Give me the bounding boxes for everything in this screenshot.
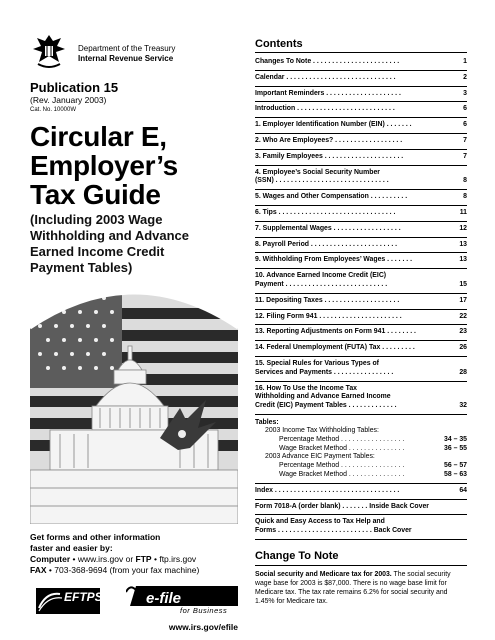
toc-entry-text: 4. Employee’s Social Security Number (SSN) . . . . . . . . . . . . . . . . . . . . . . . . . . . . . . bbox=[255, 168, 389, 185]
computer-label: Computer bbox=[30, 554, 71, 564]
toc-entry-page: 17 bbox=[459, 296, 467, 304]
toc-entry[interactable] bbox=[255, 310, 467, 326]
toc-entry-text: 15. Special Rules for Various Types of Services and Payments . . . . . . . . . . . . . . . . bbox=[255, 359, 394, 376]
toc-entry-text: Quick and Easy Access to Tax Help and Forms . . . . . . . . . . . . . . . . . . . . . . . . . Back Cover bbox=[255, 518, 412, 535]
toc-entry[interactable] bbox=[255, 325, 467, 341]
toc-entry[interactable] bbox=[255, 294, 467, 310]
toc-entry-page: 58 – 63 bbox=[444, 470, 467, 478]
toc-entry-page: 15 bbox=[459, 280, 467, 288]
toc-entry-text: 2. Who Are Employees? . . . . . . . . . . . . . . . . . . bbox=[255, 136, 403, 144]
tables-group-heading bbox=[255, 453, 467, 462]
document-subtitle bbox=[30, 212, 245, 276]
cover-left-column bbox=[30, 32, 238, 632]
toc-entry-text: Wage Bracket Method . . . . . . . . . . . . . . . bbox=[279, 470, 405, 478]
toc-entry[interactable] bbox=[255, 500, 467, 516]
tables-group-label: 2003 Advance EIC Payment Tables: bbox=[265, 453, 375, 461]
toc-entry-page: 2 bbox=[463, 73, 467, 81]
contents-heading: Contents bbox=[255, 38, 467, 53]
toc-entry[interactable] bbox=[255, 166, 467, 191]
toc-entry-page: 56 – 57 bbox=[444, 462, 467, 470]
toc-entry[interactable] bbox=[255, 238, 467, 254]
toc-entry-text: 13. Reporting Adjustments on Form 941 . . . . . . . . bbox=[255, 328, 416, 336]
toc-entry-text: 12. Filing Form 941 . . . . . . . . . . . . . . . . . . . . . . bbox=[255, 312, 402, 320]
or-text: or bbox=[125, 554, 134, 564]
change-to-note-text: The social security wage base for 2003 is $87,000. There is no wage base limit for Medicare tax. The tax rate remains 6.2% for social security and 1.45% for Medicare tax. bbox=[255, 570, 451, 605]
flag-capitol-eagle-illustration bbox=[30, 288, 238, 524]
toc-entry[interactable] bbox=[255, 382, 467, 415]
toc-entry[interactable] bbox=[255, 515, 467, 540]
toc-entry[interactable] bbox=[255, 150, 467, 166]
toc-entry-page: 34 – 35 bbox=[444, 435, 467, 443]
efile-url-link[interactable]: www.irs.gov/efile bbox=[168, 622, 238, 632]
toc-entry-text: 10. Advance Earned Income Credit (EIC) Payment . . . . . . . . . . . . . . . . . . . . . . . . . . . bbox=[255, 272, 388, 288]
toc-entry-page: 8 bbox=[463, 193, 467, 201]
subtitle-line: Payment Tables) bbox=[30, 260, 133, 275]
toc-entry[interactable] bbox=[255, 253, 467, 269]
revision-date: (Rev. January 2003) bbox=[30, 95, 107, 105]
title-line: Employer’s bbox=[30, 150, 178, 181]
toc-entry[interactable] bbox=[255, 87, 467, 103]
toc-entry[interactable] bbox=[255, 222, 467, 238]
toc-entry-page: 26 bbox=[459, 344, 467, 352]
toc-entry-page: 3 bbox=[463, 89, 467, 97]
change-to-note-heading: Change To Note bbox=[255, 550, 467, 566]
tables-heading: Tables: bbox=[255, 418, 279, 426]
toc-entry-text: 5. Wages and Other Compensation . . . . . . . . . . bbox=[255, 193, 408, 201]
get-forms-heading-line: Get forms and other information bbox=[30, 532, 161, 542]
toc-entry[interactable] bbox=[255, 445, 467, 454]
toc-entry-text: 16. How To Use the Income Tax Withholding and Advance Earned Income Credit (EIC) Payment Tables . . . . . . . . . . . . . bbox=[255, 384, 397, 410]
toc-entry-text: 8. Payroll Period . . . . . . . . . . . . . . . . . . . . . . . bbox=[255, 240, 398, 248]
efile-logo-text: e-file bbox=[146, 590, 182, 607]
toc-entry-page: 12 bbox=[459, 224, 467, 232]
toc-entry-text: 6. Tips . . . . . . . . . . . . . . . . . . . . . . . . . . . . . . . bbox=[255, 208, 396, 216]
toc-entry[interactable] bbox=[255, 206, 467, 222]
toc-entry-page: 6 bbox=[463, 121, 467, 129]
toc-entry-text: Important Reminders . . . . . . . . . . . . . . . . . . . . bbox=[255, 89, 401, 97]
toc-entry-text: Wage Bracket Method . . . . . . . . . . . . . . . bbox=[279, 444, 405, 452]
get-forms-online-row bbox=[30, 554, 238, 565]
department-name: Department of the Treasury bbox=[78, 44, 176, 53]
publication-number: Publication 15 bbox=[30, 80, 119, 95]
toc-entry-page: 23 bbox=[459, 328, 467, 336]
toc-entry-text: Calendar . . . . . . . . . . . . . . . . . . . . . . . . . . . . . bbox=[255, 73, 396, 81]
toc-entry-page: 7 bbox=[463, 152, 467, 160]
table-of-contents bbox=[255, 55, 467, 415]
toc-entry-page: 11 bbox=[459, 208, 467, 216]
bullet-icon: • bbox=[72, 554, 76, 564]
toc-entry[interactable] bbox=[255, 462, 467, 471]
irs-eagle-logo-icon bbox=[30, 32, 68, 70]
contents-column bbox=[255, 38, 467, 606]
toc-entry-text: Percentage Method . . . . . . . . . . . . . . . . . bbox=[279, 462, 405, 470]
toc-entry-page: 6 bbox=[463, 105, 467, 113]
catalog-number: Cat. No. 10000W bbox=[30, 107, 77, 113]
toc-entry[interactable] bbox=[255, 71, 467, 87]
title-line: Circular E, bbox=[30, 121, 167, 152]
title-line: Tax Guide bbox=[30, 179, 161, 210]
get-forms-fax-row bbox=[30, 565, 238, 576]
toc-entry-page: 22 bbox=[459, 312, 467, 320]
toc-entry[interactable] bbox=[255, 484, 467, 500]
toc-entry-text: 11. Depositing Taxes . . . . . . . . . . . . . . . . . . . . bbox=[255, 296, 400, 304]
toc-entry-page: 36 – 55 bbox=[444, 444, 467, 452]
toc-entry-page: 64 bbox=[459, 486, 467, 494]
toc-entry-page: 13 bbox=[459, 256, 467, 264]
toc-entry[interactable] bbox=[255, 190, 467, 206]
ftp-link[interactable]: ftp.irs.gov bbox=[159, 554, 197, 564]
tables-group-label: 2003 Income Tax Withholding Tables: bbox=[265, 426, 379, 434]
cover-illustration bbox=[30, 288, 238, 524]
toc-entry[interactable] bbox=[255, 118, 467, 134]
program-logos bbox=[30, 584, 238, 620]
toc-tables-block bbox=[255, 415, 467, 484]
subtitle-line: (Including 2003 Wage bbox=[30, 212, 163, 227]
toc-entry-text: 3. Family Employees . . . . . . . . . . . . . . . . . . . . . bbox=[255, 152, 404, 160]
toc-entry-text: Introduction . . . . . . . . . . . . . . . . . . . . . . . . . . bbox=[255, 105, 395, 113]
toc-entry-page: 1 bbox=[463, 58, 467, 65]
toc-entry[interactable] bbox=[255, 134, 467, 150]
toc-entry-page: 32 bbox=[459, 402, 467, 410]
subtitle-line: Earned Income Credit bbox=[30, 244, 165, 259]
toc-entry[interactable] bbox=[255, 55, 467, 71]
subtitle-line: Withholding and Advance bbox=[30, 228, 190, 243]
toc-entry-text: Index . . . . . . . . . . . . . . . . . . . . . . . . . . . . . . . . . bbox=[255, 486, 400, 494]
toc-tail-entries bbox=[255, 484, 467, 540]
document-title bbox=[30, 122, 240, 209]
bullet-icon: • bbox=[48, 565, 52, 575]
toc-entry[interactable] bbox=[255, 102, 467, 118]
toc-entry-text: 9. Withholding From Employees’ Wages . . . . . . . bbox=[255, 256, 413, 264]
toc-entry-text: Changes To Note . . . . . . . . . . . . . . . . . . . . . . . bbox=[255, 58, 400, 65]
eftps-logo-text: EFTPS bbox=[64, 590, 103, 604]
toc-entry-text: Percentage Method . . . . . . . . . . . . . . . . . bbox=[279, 435, 405, 443]
tables-group-heading bbox=[255, 427, 467, 436]
agency-name: Internal Revenue Service bbox=[78, 54, 174, 63]
toc-entry-text: Form 7018-A (order blank) . . . . . . . Inside Back Cover bbox=[255, 502, 429, 510]
for-business-tagline: for Business bbox=[180, 606, 228, 615]
toc-entry-text: 7. Supplemental Wages . . . . . . . . . . . . . . . . . . bbox=[255, 224, 401, 232]
change-to-note-body bbox=[255, 570, 467, 606]
toc-entry-page: 28 bbox=[459, 368, 467, 376]
toc-entry-page: 13 bbox=[459, 240, 467, 248]
toc-entry[interactable] bbox=[255, 357, 467, 382]
toc-entry[interactable] bbox=[255, 269, 467, 294]
toc-entry-page: 8 bbox=[463, 177, 467, 185]
toc-entry[interactable] bbox=[255, 436, 467, 445]
get-forms-box bbox=[30, 532, 238, 576]
fax-number: 703-368-9694 (from your fax machine) bbox=[54, 565, 200, 575]
change-to-note-lead: Social security and Medicare tax for 2003. bbox=[255, 570, 392, 578]
website-link[interactable]: www.irs.gov bbox=[77, 554, 124, 564]
ftp-label: FTP bbox=[135, 554, 152, 564]
toc-entry-page: 7 bbox=[463, 136, 467, 144]
toc-entry-text: 14. Federal Unemployment (FUTA) Tax . . . . . . . . . bbox=[255, 344, 415, 352]
issuing-agency bbox=[78, 44, 175, 64]
fax-label: FAX bbox=[30, 565, 47, 575]
get-forms-heading-line: faster and easier by: bbox=[30, 543, 113, 553]
bullet-icon: • bbox=[153, 554, 157, 564]
toc-entry[interactable] bbox=[255, 471, 467, 480]
toc-entry-text: 1. Employer Identification Number (EIN) . . . . . . . bbox=[255, 121, 412, 129]
toc-entry[interactable] bbox=[255, 341, 467, 357]
